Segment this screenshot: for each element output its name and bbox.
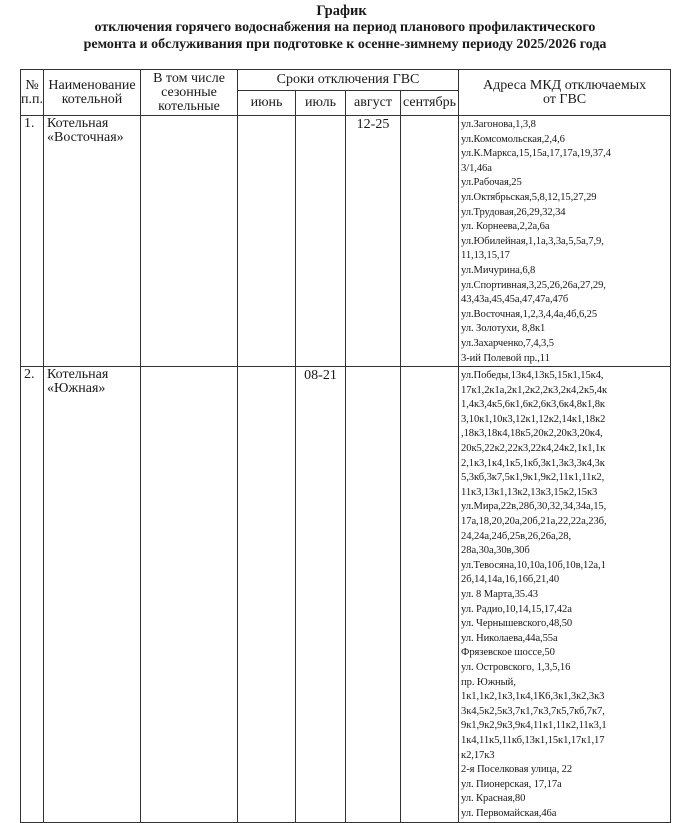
boiler-name [44, 367, 141, 822]
table-row [21, 116, 671, 367]
col-header-addresses-line2: от ГВС [542, 91, 587, 107]
july-cell [296, 116, 346, 367]
august-cell [346, 367, 401, 822]
subtitle-line-2: ремонта и обслуживания при подготовке к осенне-зимнему периоду 2025/2026 года [83, 37, 607, 52]
june-cell [238, 367, 296, 822]
address-line: ул. Красная,80 [461, 793, 526, 805]
address-line: ул.Загонова,1,3,8 [461, 119, 536, 130]
address-cell [459, 367, 671, 822]
col-header-number-line2: п.п. [21, 91, 43, 107]
august-cell: 12-25 [346, 116, 401, 367]
address-line: ул. Золотухи, 8,8к1 [461, 323, 546, 335]
address-line: ул. Радио,10,14,15,17,42а [461, 603, 572, 615]
address-line: пр. Южный, [461, 676, 516, 688]
address-line: 3/1,46а [461, 162, 492, 174]
document-subtitle [40, 19, 650, 53]
seasonal-cell [141, 367, 238, 822]
col-header-name-line1: Наименование [48, 77, 136, 93]
col-header-seasonal-line2: сезонные [161, 84, 217, 100]
address-line: ул.Восточная,1,2,3,4,4а,4б,6,25 [461, 308, 598, 320]
address-line: ул. Островского, 1,3,5,16 [461, 661, 571, 673]
col-header-september: сентябрь [401, 91, 459, 116]
address-line: 3,10к1,10к3,12к1,12к2,14к1,18к2 [461, 413, 606, 425]
address-line: 20к5,22к2,22к3,22к4,24к2,1к1,1к [461, 443, 606, 455]
address-line: к2,17к3 [461, 749, 495, 761]
boiler-name-line1: Котельная [47, 367, 109, 383]
address-line: ул. 8 Марта,35.43 [461, 589, 538, 600]
july-cell: 08-21 [296, 367, 346, 822]
address-line: ул.К.Маркса,15,15а,17,17а,19,37,4 [461, 148, 611, 160]
address-line: ул.Юбилейная,1,1а,3,3а,5,5а,7,9, [461, 235, 604, 247]
address-line: ул. Пионерская, 17,17а [461, 778, 562, 790]
schedule-table [20, 69, 671, 823]
september-cell [401, 367, 459, 822]
address-line: ул.Спортивная,3,25,26,26а,27,29, [461, 279, 606, 291]
june-cell [238, 116, 296, 367]
address-line: ул. Чернышевского,48,50 [461, 618, 573, 630]
address-line: 17а,18,20,20а,20б,21а,22,22а,23б, [461, 516, 607, 528]
header-row-1 [21, 70, 671, 91]
col-header-number-line1: № [25, 77, 39, 93]
col-header-addresses [459, 70, 671, 116]
address-line: 2,1к3,1к4,1к5,1кб,3к1,3к3,3к4,3к [461, 457, 605, 469]
seasonal-cell [141, 116, 238, 367]
address-line: 11,13,15,17 [461, 250, 510, 262]
address-line: 5,3кб,3к7,5к1,9к1,9к2,11к1,11к2, [461, 472, 605, 484]
boiler-name-line2: «Южная» [47, 381, 106, 397]
address-line: ул. Первомайская,46а [461, 807, 557, 819]
address-line: ул.Октябрьская,5,8,12,15,27,29 [461, 191, 597, 203]
address-line: ул.Рабочая,25 [461, 177, 522, 189]
subtitle-line-1: отключения горячего водоснабжения на период планового профилактического [94, 20, 596, 35]
col-header-seasonal [141, 70, 238, 116]
col-header-june: июнь [238, 91, 296, 116]
address-line: Фрязевское шоссе,50 [461, 647, 555, 659]
row-number: 1. [21, 116, 44, 367]
document-title: График [316, 3, 367, 19]
address-line: 9к1,9к2,9к3,9к4,11к1,11к2,11к3,1 [461, 720, 607, 732]
address-line: 1,4к3,4к5,6к1,6к2,6к3,6к4,8к1,8к [461, 399, 605, 411]
address-line: 28а,30а,30в,30б [461, 545, 530, 557]
col-header-name-line2: котельной [61, 91, 123, 107]
col-header-number [21, 70, 44, 116]
address-line: ул.Комсомольская,2,4,6 [461, 133, 565, 145]
address-line: ул.Победы,13к4,13к5,15к1,15к4, [461, 370, 604, 382]
boiler-name [44, 116, 141, 367]
col-header-name [44, 70, 141, 116]
col-header-period: Сроки отключения ГВС [238, 70, 459, 91]
september-cell [401, 116, 459, 367]
address-cell [459, 116, 671, 367]
col-header-august: август [346, 91, 401, 116]
row-number: 2. [21, 367, 44, 822]
address-line: ул.Мира,22в,28б,30,32,34,34а,15, [461, 501, 607, 513]
col-header-addresses-line1: Адреса МКД отключаемых [482, 77, 647, 93]
address-line: 3к4,5к2,5к3,7к1,7к3,7к5,7кб,7к7, [461, 705, 605, 717]
address-line: 2б,14,14а,16,16б,21,40 [461, 574, 560, 586]
address-line: 24,24а,24б,25в,26,26а,28, [461, 530, 572, 542]
table-row [21, 367, 671, 822]
address-line: ,18к3,18к4,18к5,20к2,20к3,20к4, [461, 428, 603, 440]
address-line: ул.Захарченко,7,4,3,5 [461, 337, 555, 349]
address-line: 2-я Поселковая улица, 22 [461, 764, 573, 776]
address-line: 3-ий Полевой пр.,11 [461, 352, 550, 364]
address-line: 1к1,1к2,1к3,1к4,1К6,3к1,3к2,3к3 [461, 691, 605, 703]
address-line: ул.Тевосяна,10,10а,10б,10в,12а,1 [461, 559, 606, 571]
address-line: ул. Николаева,44а,55а [461, 632, 558, 644]
boiler-name-line1: Котельная [47, 116, 109, 131]
col-header-seasonal-line3: котельные [158, 98, 220, 114]
boiler-name-line2: «Восточная» [47, 130, 124, 145]
address-line: 11к3,13к1,13к2,13к3,15к2,15к3 [461, 486, 598, 498]
address-line: ул.Трудовая,26,29,32,34 [461, 206, 566, 218]
col-header-seasonal-line1: В том числе [153, 70, 225, 86]
address-line: 1к4,11к5,11кб,13к1,15к1,17к1,17 [461, 734, 605, 746]
address-line: 43,43а,45,45а,47,47а,47б [461, 294, 569, 306]
address-line: 17к1,2к1а,2к1,2к2,2к3,2к4,2к5,4к [461, 384, 608, 396]
col-header-july: июль [296, 91, 346, 116]
address-line: ул.Мичурина,6,8 [461, 264, 536, 276]
address-line: ул. Корнеева,2,2а,6а [461, 221, 550, 233]
